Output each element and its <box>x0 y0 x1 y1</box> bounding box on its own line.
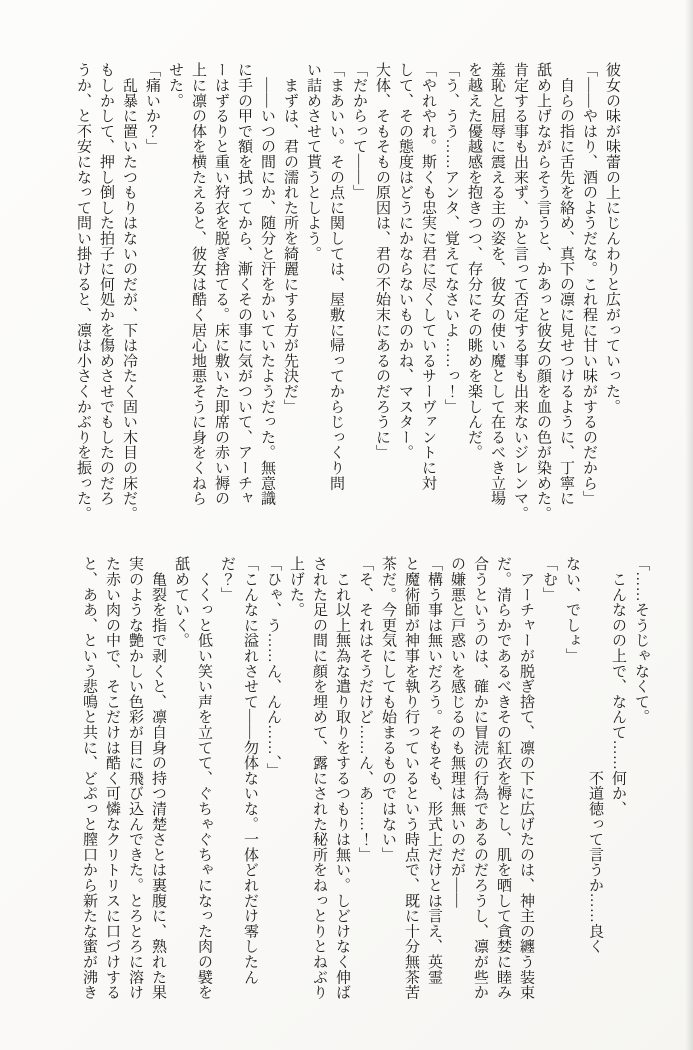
text-column: た赤い肉の中で、そこだけは酷く可憐なクリトリスに口づけする <box>104 556 120 1000</box>
text-column: こんなのの上で、なんて……何か、 <box>610 556 626 817</box>
text-column: ーはずるりと重い狩衣を脱ぎ捨てる。床に敷いた即席の赤い褥の <box>213 62 229 506</box>
text-column: 「む」 <box>541 556 557 602</box>
text-column: 舐め上げながらそう言うと、かあっと彼女の顔を血の色が染めた。 <box>535 62 551 521</box>
text-block-top <box>71 62 623 524</box>
text-column: 「そ、それはそうだけど……ん、あ……！」 <box>357 556 373 862</box>
text-column: もしかして、押し倒した拍子に何処かを傷めさせでもしたのだろ <box>98 62 114 506</box>
text-column: アーチャーが脱ぎ捨て、凛の下に広げたのは、神主の纏う装束 <box>518 556 534 1000</box>
text-column: 実のような艶かしい色彩が目に飛び込んできた。とろとろに溶け <box>127 556 143 1000</box>
text-column: だ？」 <box>219 556 235 602</box>
text-column: 「まあいい。その点に関しては、屋敷に帰ってからじっくり問 <box>328 62 344 491</box>
text-column: された足の間に顔を埋めて、露にされた秘所をねっとりとねぶり <box>311 556 327 1000</box>
text-column: 茶だ。今更気にしても始まるものではない」 <box>380 556 396 862</box>
text-column: い詰めさせて貰うとしよう。 <box>305 62 321 261</box>
text-column: 「ひゃ、う……ん、んん……、」 <box>265 556 281 778</box>
text-column: 「う、うう……アンタ、覚えてなさいよ……っ！」 <box>443 62 459 414</box>
text-column: ない、でしょ」 <box>564 556 580 664</box>
text-column: 「やれやれ。斯くも忠実に君に尽くしているサーヴァントに対 <box>420 62 436 491</box>
text-column: これ以上無為な遣り取りをするつもりは無い。しどけなく伸ば <box>334 556 350 1000</box>
text-column: 「だからって――」 <box>351 62 367 200</box>
text-column: 上げた。 <box>288 556 304 618</box>
text-block-bottom <box>77 556 652 1018</box>
text-column: ――いつの間にか、随分と汗をかいていたようだった。無意識 <box>259 62 275 506</box>
text-column: 舐めていく。 <box>173 556 189 648</box>
text-column: 自らの指に舌先を絡め、真下の凛に見せつけるように、丁寧に <box>558 62 574 506</box>
text-column: まずは、君の濡れた所を綺麗にする方が先決だ」 <box>282 62 298 414</box>
text-column: と魔術師が神事を執り行っているという時点で、既に十分無茶苦 <box>403 556 419 1000</box>
text-column: 「……そうじゃなくて。 <box>633 556 649 725</box>
text-column: 「――やはり、酒のようだな。これ程に甘い味がするのだから」 <box>581 62 597 506</box>
text-column: 亀裂を指で剥くと、凛自身の持つ清楚さとは裏腹に、熟れた果 <box>150 556 166 1000</box>
text-column: 乱暴に置いたつもりはないのだが、下は冷たく固い木目の床だ。 <box>121 62 137 521</box>
text-column: 上に凛の体を横たえると、彼女は酷く居心地悪そうに身をくねら <box>190 62 206 506</box>
text-column: に手の甲で額を拭ってから、漸くその事に気がついて、アーチャ <box>236 62 252 506</box>
text-column: 「痛いか？」 <box>144 62 160 154</box>
text-column: と、ああ、という悲鳴と共に、どぷっと膣口から新たな蜜が沸き <box>81 556 97 1000</box>
text-column: 彼女の味が味蕾の上にじんわりと広がっていった。 <box>604 62 620 414</box>
text-column: を越えた優越感を抱きつつ、存分にその眺めを楽しんだ。 <box>466 62 482 460</box>
text-column: 肯定する事も出来ず、かと言って否定する事も出来ないジレンマ。 <box>512 62 528 521</box>
text-column: 「こんなに溢れさせて――勿体ないな。一体どれだけ零したん <box>242 556 258 985</box>
text-column: 「構う事は無いだろう。そもそも、形式上だけとは言え、英霊 <box>426 556 442 985</box>
text-column: の嫌悪と戸惑いを感じるのも無理は無いのだが―― <box>449 556 465 908</box>
text-column: せた。 <box>167 62 183 108</box>
text-column: 不道徳って言うか……良く <box>587 556 603 954</box>
scan-edge-shadow <box>685 0 693 1050</box>
text-column: くくっと低い笑い声を立てて、ぐちゃぐちゃになった肉の襞を <box>196 556 212 1000</box>
text-column: 合うというのは、確かに冒涜の行為であるのだろうし、凛が些か <box>472 556 488 1000</box>
text-column: 大体、そもそもの原因は、君の不始末にあるのだろうに」 <box>374 62 390 460</box>
text-column: うか、と不安になって問い掛けると、凛は小さくかぶりを振った。 <box>75 62 91 521</box>
text-column: して、その態度はどうにかならないものかね、マスター。 <box>397 62 413 460</box>
text-column: 羞恥と屈辱に震える主の姿を、彼女の使い魔として在るべき立場 <box>489 62 505 506</box>
text-column: だ。清らかであるべきその紅衣を褥とし、肌を晒して貪婪に睦み <box>495 556 511 1000</box>
